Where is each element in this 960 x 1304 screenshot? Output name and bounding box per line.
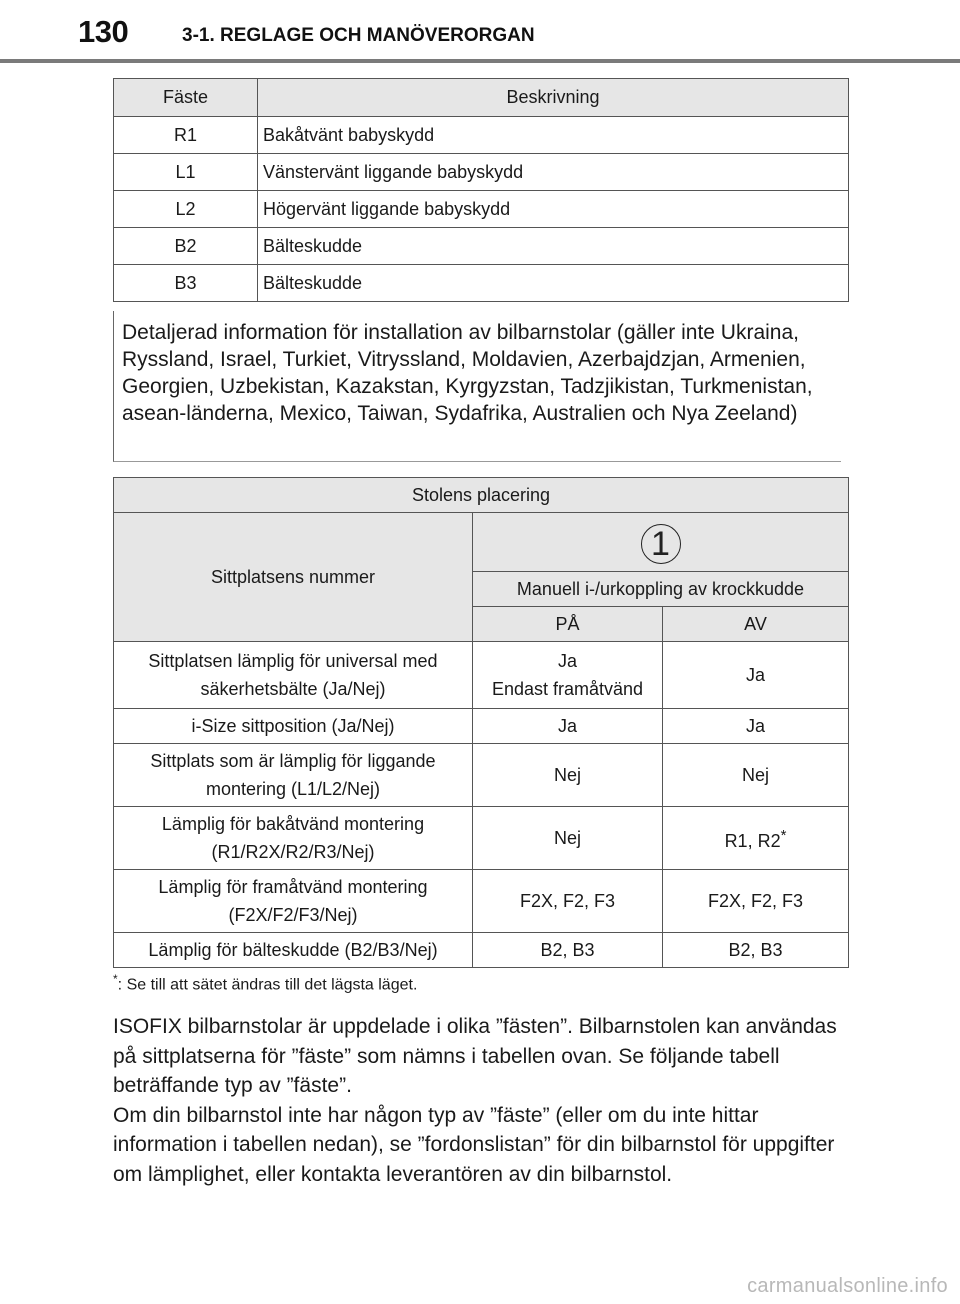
footnote-mark: * <box>780 826 787 844</box>
fixture-description: Bälteskudde <box>258 265 849 302</box>
page-number: 130 <box>78 14 129 49</box>
table-row <box>114 154 849 191</box>
fixture-code: R1 <box>114 117 258 154</box>
info-box <box>113 311 841 462</box>
column-header-fixture: Fäste <box>114 79 258 117</box>
table-title-row <box>114 478 849 513</box>
value-off: Ja <box>663 709 849 744</box>
table-row <box>114 265 849 302</box>
value-on <box>473 642 663 709</box>
paragraph: ISOFIX bilbarnstolar är uppdelade i olika ”fästen”. Bilbarnstolen kan användas på sittplatserna för ”fäste” som nämns i tabellen ovan. Se följande tabell beträffande typ av ”fäste”. <box>113 1015 837 1097</box>
seat-number-row <box>114 513 849 572</box>
value-on-line2: Endast framåtvänd <box>491 679 644 699</box>
value-off <box>663 807 849 870</box>
table-row <box>114 933 849 968</box>
value-on-line1: Ja <box>557 651 577 671</box>
table-row <box>114 228 849 265</box>
row-label: Lämplig för bakåtvänd montering (R1/R2X/R2/R3/Nej) <box>114 807 473 870</box>
body-text <box>113 1012 843 1189</box>
row-label: Sittplatsen lämplig för universal med säkerhetsbälte (Ja/Nej) <box>114 642 473 709</box>
fixture-description: Bälteskudde <box>258 228 849 265</box>
seat-number-cell <box>473 513 849 572</box>
column-header-description: Beskrivning <box>258 79 849 117</box>
fixture-code: L2 <box>114 191 258 228</box>
value-off: Nej <box>663 744 849 807</box>
value-off: Ja <box>663 642 849 709</box>
footnote-text: : Se till att sätet ändras till det lägsta läget. <box>117 976 418 994</box>
fixture-description: Högervänt liggande babyskydd <box>258 191 849 228</box>
value-on: Nej <box>473 744 663 807</box>
row-label: i-Size sittposition (Ja/Nej) <box>114 709 473 744</box>
value-on: Nej <box>473 807 663 870</box>
table-row <box>114 870 849 933</box>
table-row <box>114 709 849 744</box>
value-off-text: R1, R2 <box>724 830 781 851</box>
fixture-code: B3 <box>114 265 258 302</box>
value-on: B2, B3 <box>473 933 663 968</box>
table-row <box>114 642 849 709</box>
table-title: Stolens placering <box>114 478 849 513</box>
footnote-mark: * <box>113 972 118 986</box>
fixture-code: B2 <box>114 228 258 265</box>
row-label: Lämplig för bälteskudde (B2/B3/Nej) <box>114 933 473 968</box>
table-row <box>114 744 849 807</box>
footnote <box>113 972 417 994</box>
value-off: F2X, F2, F3 <box>663 870 849 933</box>
seat-placement-table <box>113 477 849 968</box>
fixture-description: Bakåtvänt babyskydd <box>258 117 849 154</box>
value-on: Ja <box>473 709 663 744</box>
paragraph: Om din bilbarnstol inte har någon typ av ”fäste” (eller om du inte hittar information i tabellen nedan), se ”fordonslistan” för din bilbarnstol för uppgifter om lämplighet, eller kontakta leverantören av din bilbarnstol. <box>113 1103 835 1186</box>
section-title: 3-1. REGLAGE OCH MANÖVERORGAN <box>182 25 535 46</box>
table-row <box>114 117 849 154</box>
seat-number-badge: 1 <box>641 524 681 564</box>
column-header-off: AV <box>663 607 849 642</box>
header-rule <box>0 59 960 63</box>
value-on: F2X, F2, F3 <box>473 870 663 933</box>
seat-number-label: Sittplatsens nummer <box>114 513 473 642</box>
table-header-row <box>114 79 849 117</box>
fixture-description: Vänstervänt liggande babyskydd <box>258 154 849 191</box>
fixture-table <box>113 78 849 302</box>
row-label: Sittplats som är lämplig för liggande montering (L1/L2/Nej) <box>114 744 473 807</box>
column-header-on: PÅ <box>473 607 663 642</box>
table-row <box>114 807 849 870</box>
value-off: B2, B3 <box>663 933 849 968</box>
fixture-code: L1 <box>114 154 258 191</box>
info-text: Detaljerad information för installation av bilbarnstolar (gäller inte Ukraina, Ryssland, Israel, Turkiet, Vitryssland, Moldavien, Azerbajdzjan, Armenien, Georgien, Uzbekistan, Kazakstan, Kyrgyzstan, Tadzjikistan, Turkmenistan, asean-länderna, Mexico, Taiwan, Sydafrika, Australien och Nya Zeeland) <box>122 321 813 425</box>
row-label: Lämplig för framåtvänd montering (F2X/F2/F3/Nej) <box>114 870 473 933</box>
airbag-label: Manuell i-/urkoppling av krockkudde <box>473 572 849 607</box>
watermark: carmanualsonline.info <box>747 1275 948 1297</box>
table-row <box>114 191 849 228</box>
